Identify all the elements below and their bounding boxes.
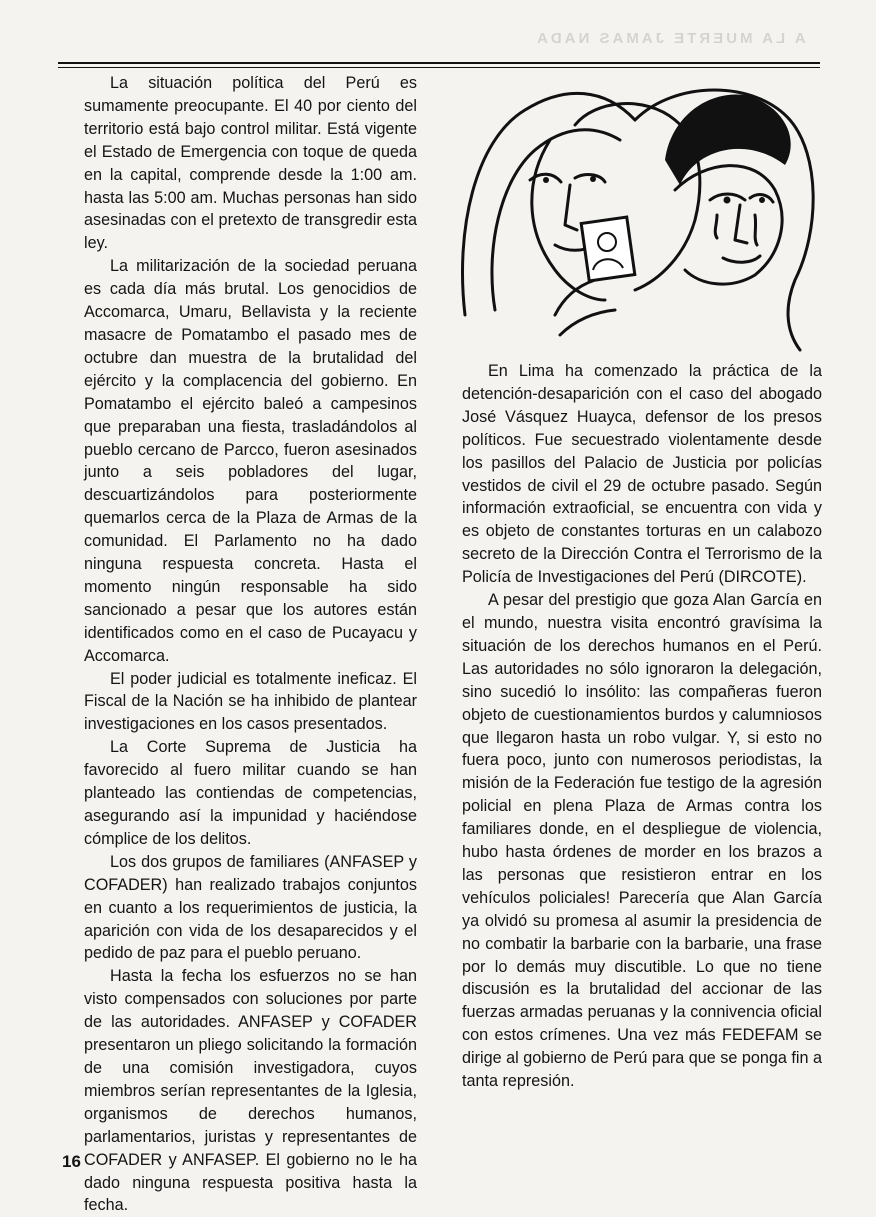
paragraph: En Lima ha comenzado la práctica de la detención-desaparición con el caso del abogado José Vásquez Huayca, defensor de los presos políticos. Fue secuestrado violentamente desde los pasillos del Palacio de Justicia por policías vestidos de civil el 29 de octubre pasado. Según información extraoficial, se encuentra con vida y es objeto de constantes torturas en un calabozo secreto de la Dirección Contra el Terrorismo de la Policía de Investigaciones del Perú (DIRCOTE). [462, 362, 822, 587]
paragraph: La situación política del Perú es sumamente preocupante. El 40 por ciento del territorio está bajo control militar. Está vigente el Estado de Emergencia con toque de queda en la capital, comprende desde la 1:00 am. hasta las 5:00 am. Muchas personas han sido asesinadas con el pretexto de transgredir esta ley. [84, 74, 417, 253]
right-column [462, 360, 822, 1093]
header-rule-bottom [58, 67, 820, 68]
paragraph: La militarización de la sociedad peruana es cada día más brutal. Los genocidios de Accomarca, Umaru, Bellavista y la reciente masacre de Pomatambo el pasado mes de octubre dan muestra de la brutalidad del ejército y la complacencia del gobierno. En Pomatambo el ejército baleó a campesinos que preparaban una fiesta, trasladándolos al pueblo cercano de Parcco, fueron asesinados junto a seis pobladores del lugar, descuartizándolos para posteriormente quemarlos cerca de la Plaza de Armas de la comunidad. El Parlamento no ha dado ninguna respuesta concreta. Hasta el momento ningún responsable ha sido sancionado a pesar que los autores están identificados como en el caso de Pucayacu y Accomarca. [84, 257, 417, 665]
grieving-faces-illustration [455, 80, 825, 355]
left-column [84, 72, 417, 1217]
page-number: 16 [62, 1152, 81, 1171]
header-rule-top [58, 62, 820, 64]
bleed-through-header: A LA MUERTE JAMAS NADA [534, 30, 806, 47]
paragraph: La Corte Suprema de Justicia ha favorecido al fuero militar cuando se han planteado las contiendas de competencias, asegurando así la impunidad y haciéndose cómplice de los delitos. [84, 738, 417, 848]
paragraph: Hasta la fecha los esfuerzos no se han visto compensados con soluciones por parte de las autoridades. ANFASEP y COFADER presentaron un pliego solicitando la formación de una comisión investigadora, cuyos miembros serían representantes de la Iglesia, organismos de derechos humanos, parlamentarios, juristas y representantes de COFADER y ANFASEP. El gobierno no le ha dado ninguna respuesta positiva hasta la fecha. [84, 967, 417, 1215]
paragraph: Los dos grupos de familiares (ANFASEP y COFADER) han realizado trabajos conjuntos en cuanto a los requerimientos de justicia, la aparición con vida de los desaparecidos y el pedido de paz para el pueblo peruano. [84, 852, 417, 963]
paragraph: El poder judicial es totalmente ineficaz. El Fiscal de la Nación se ha inhibido de plantear investigaciones en los casos presentados. [84, 669, 417, 734]
paragraph: A pesar del prestigio que goza Alan García en el mundo, nuestra visita encontró gravísima la situación de los derechos humanos en el Perú. Las autoridades no sólo ignoraron la delegación, sino sucedió lo insólito: las compañeras fueron objeto de cuestionamientos burdos y calumniosos que llegaron hasta un robo vulgar. Y, si esto no fuera poco, junto con numerosos periodistas, la misión de la Federación fue testigo de la agresión policial en plena Plaza de Armas contra los familiares donde, en el despliegue de violencia, hubo hasta órdenes de morder en los brazos a las personas que resistieron entrar en los vehículos policiales! Parecería que Alan García ya olvidó su promesa al asumir la presidencia de no combatir la barbarie con la barbarie, una frase por lo demás muy discutible. Lo que no tiene discusión es la brutalidad del accionar de las fuerzas armadas peruanas y la connivencia oficial con estos crímenes. Una vez más FEDEFAM se dirige al gobierno de Perú para que se ponga fin a tanta represión. [462, 591, 822, 1091]
